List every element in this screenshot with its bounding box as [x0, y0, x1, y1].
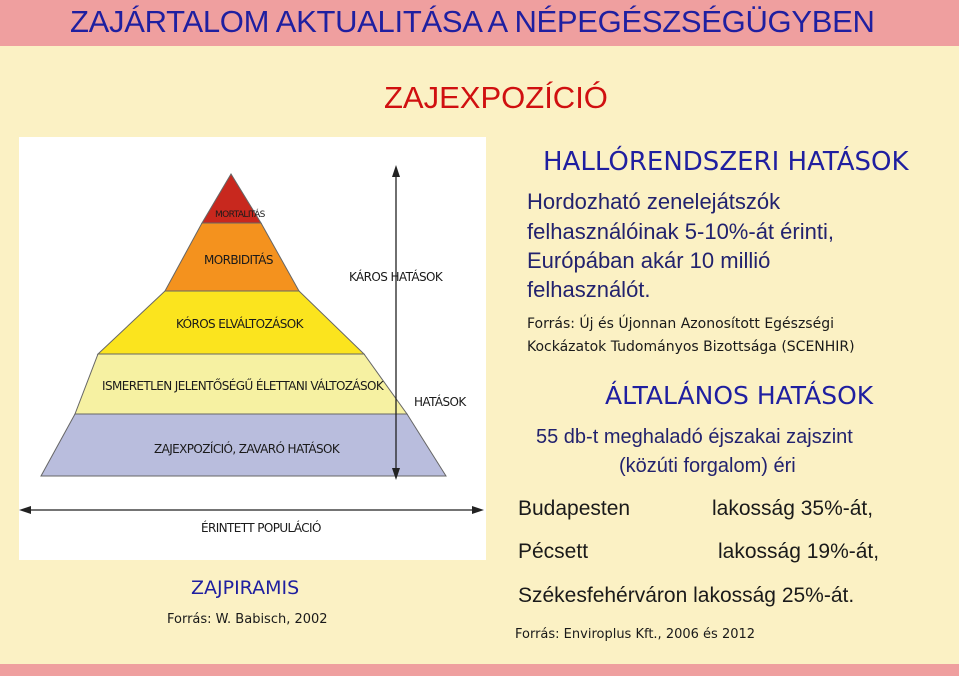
noise-pyramid-diagram	[19, 137, 486, 560]
hearing-source-line-1: Forrás: Új és Újonnan Azonosított Egészségi	[527, 316, 834, 332]
pyramid-label-pathological: KÓROS ELVÁLTOZÁSOK	[176, 317, 303, 331]
noise-pyramid-panel	[19, 137, 486, 560]
axis-arrow-up	[392, 165, 400, 177]
hearing-line-3: Európában akár 10 millió	[527, 248, 771, 273]
footer-bar	[0, 664, 959, 676]
pyramid-label-morbidity: MORBIDITÁS	[204, 253, 273, 267]
population-arrow-right	[472, 506, 484, 514]
general-line-2: (közúti forgalom) éri	[619, 455, 796, 477]
pyramid-label-mortality: MORTALITÁS	[215, 210, 265, 220]
population-arrow-left	[19, 506, 31, 514]
hearing-heading: HALLÓRENDSZERI HATÁSOK	[543, 147, 909, 177]
general-line-1: 55 db-t meghaladó éjszakai zajszint	[536, 426, 853, 448]
general-source: Forrás: Enviroplus Kft., 2006 és 2012	[515, 627, 756, 642]
hearing-line-4: felhasználót.	[527, 277, 651, 302]
pyramid-label-unknown: ISMERETLEN JELENTŐSÉGŰ ÉLETTANI VÁLTOZÁSOK	[102, 379, 384, 393]
city-budapest: Budapesten	[518, 497, 631, 520]
pyramid-caption-source: Forrás: W. Babisch, 2002	[167, 612, 328, 627]
population-label: ÉRINTETT POPULÁCIÓ	[201, 521, 321, 535]
city-pecs: Pécsett	[518, 540, 589, 563]
pyramid-caption: ZAJPIRAMIS	[191, 577, 300, 599]
hearing-line-2: felhasználóinak 5-10%-át érinti,	[527, 219, 834, 244]
page-title: ZAJÁRTALOM AKTUALITÁSA A NÉPEGÉSZSÉGÜGYBEN	[70, 4, 875, 39]
section-subtitle: ZAJEXPOZÍCIÓ	[384, 80, 608, 115]
value-budapest: lakosság 35%-át,	[712, 497, 874, 520]
city-szekesfehervar-line: Székesfehérváron lakosság 25%-át.	[518, 584, 855, 607]
hearing-line-1: Hordozható zenelejátszók	[527, 189, 781, 214]
hearing-source-line-2: Kockázatok Tudományos Bizottsága (SCENHIR)	[527, 339, 855, 355]
general-heading: ÁLTALÁNOS HATÁSOK	[605, 381, 874, 410]
axis-label-harmful: KÁROS HATÁSOK	[349, 270, 443, 284]
pyramid-label-exposure: ZAJEXPOZÍCIÓ, ZAVARÓ HATÁSOK	[154, 442, 340, 456]
axis-label-effects: HATÁSOK	[414, 395, 466, 409]
value-pecs: lakosság 19%-át,	[718, 540, 880, 563]
